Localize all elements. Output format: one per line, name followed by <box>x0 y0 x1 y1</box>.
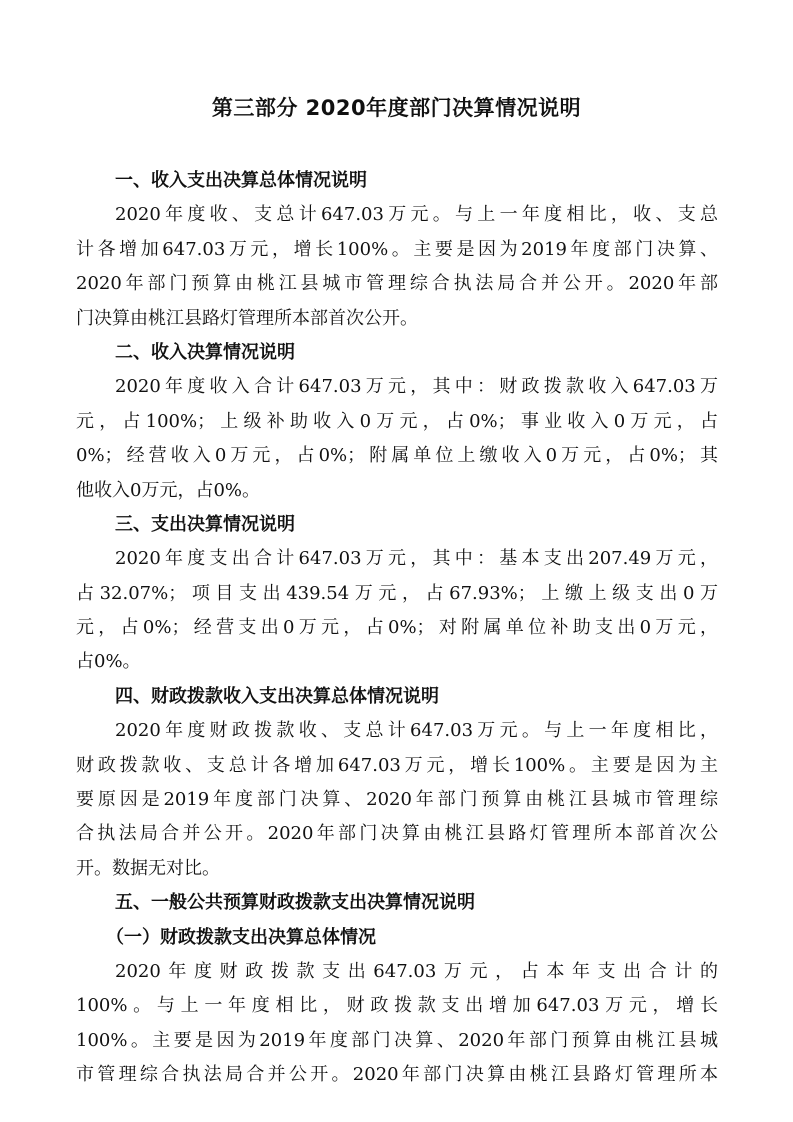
paragraph-line: 开。数据无对比。 <box>76 857 220 879</box>
paragraph-line: 合执法局合并公开。2020年部门决算由桃江县路灯管理所本部首次公 <box>76 823 718 845</box>
paragraph-line: 要原因是2019年度部门决算、2020年部门预算由桃江县城市管理综 <box>76 789 718 811</box>
paragraph-line: 2020年度财政拨款支出647.03万元，占本年支出合计的 <box>115 960 718 982</box>
subsection-heading: （一）财政拨款支出决算总体情况 <box>106 926 376 948</box>
paragraph-line: 2020年部门预算由桃江县城市管理综合执法局合并公开。2020年部 <box>76 273 718 295</box>
paragraph-line: 2020年度收、支总计647.03万元。与上一年度相比，收、支总 <box>115 204 718 226</box>
paragraph-line: 元，占0%；经营支出0万元，占0%；对附属单位补助支出0万元， <box>76 617 718 639</box>
page-title: 第三部分 2020年度部门决算情况说明 <box>211 96 582 120</box>
paragraph-line: 占0%。 <box>76 651 141 673</box>
paragraph-line: 2020年度财政拨款收、支总计647.03万元。与上一年度相比， <box>115 720 718 742</box>
paragraph-line: 元，占100%；上级补助收入0万元，占0%；事业收入0万元，占 <box>76 410 718 432</box>
paragraph-line: 0%；经营收入0万元，占0%；附属单位上缴收入0万元，占0%；其 <box>76 445 718 467</box>
paragraph-line: 100%。主要是因为2019年度部门决算、2020年部门预算由桃江县城 <box>76 1029 718 1051</box>
paragraph-line: 市管理综合执法局合并公开。2020年部门决算由桃江县路灯管理所本 <box>76 1064 718 1086</box>
section-heading: 三、支出决算情况说明 <box>115 513 295 535</box>
paragraph-line: 他收入0万元，占0%。 <box>76 479 261 501</box>
paragraph-line: 财政拨款收、支总计各增加647.03万元，增长100%。主要是因为主 <box>76 754 718 776</box>
paragraph-line: 100%。与上一年度相比，财政拨款支出增加647.03万元，增长 <box>76 995 718 1017</box>
section-heading: 五、一般公共预算财政拨款支出决算情况说明 <box>115 892 475 914</box>
document-body <box>76 164 718 1093</box>
section-heading: 一、收入支出决算总体情况说明 <box>115 170 367 191</box>
section-heading: 四、财政拨款收入支出决算总体情况说明 <box>115 685 439 707</box>
paragraph-line: 门决算由桃江县路灯管理所本部首次公开。 <box>76 307 418 329</box>
paragraph-line: 2020年度支出合计647.03万元，其中：基本支出207.49万元， <box>115 548 718 570</box>
paragraph-line: 占32.07%；项目支出439.54万元，占67.93%；上缴上级支出0万 <box>76 582 718 604</box>
paragraph-line: 2020年度收入合计647.03万元，其中：财政拨款收入647.03万 <box>115 376 718 398</box>
section-heading: 二、收入决算情况说明 <box>115 341 295 363</box>
paragraph-line: 计各增加647.03万元，增长100%。主要是因为2019年度部门决算、 <box>76 238 718 260</box>
